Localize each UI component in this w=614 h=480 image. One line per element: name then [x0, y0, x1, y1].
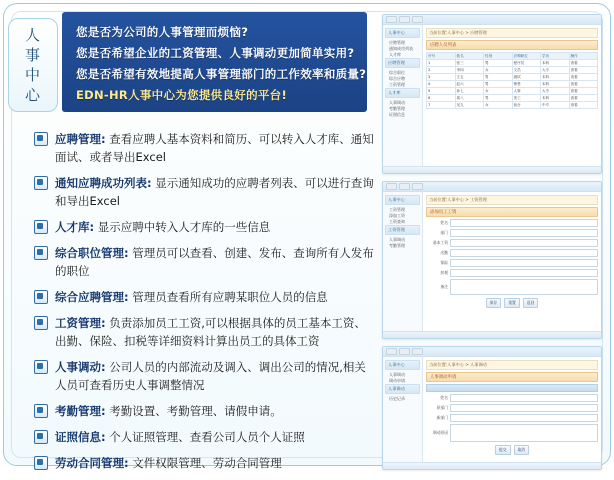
table-cell: 孙七: [455, 88, 484, 95]
form-button-row: [426, 298, 598, 308]
table-cell: 李四: [455, 67, 484, 74]
form-row: [426, 269, 598, 277]
sidebar-item: 工资管理: [389, 82, 405, 87]
text-input[interactable]: [450, 239, 598, 247]
table-header-cell: 操作: [569, 53, 598, 60]
feature-desc: 查看应聘人基本资料和简历、可以转入人才库、通知面试、或者导出Excel: [55, 132, 374, 164]
square-bullet-icon: [34, 290, 48, 304]
screenshot-toolbar: [383, 15, 601, 25]
save-button[interactable]: 保存: [486, 298, 502, 308]
feature-title: 人事调动:: [55, 360, 106, 374]
feature-title: 证照信息:: [55, 430, 106, 444]
field-label: 基本工资: [432, 240, 448, 245]
field-label: 出勤: [440, 250, 448, 255]
breadcrumb: 当前位置:人事中心 > 工资管理: [426, 195, 598, 205]
toolbar-button-icon: [399, 348, 410, 355]
sidebar-group: 人事中心: [385, 195, 420, 205]
sidebar-item: 工资管理: [389, 207, 405, 212]
feature-desc: 个人证照管理、查看公司人员个人证照: [109, 430, 305, 444]
table-cell: 前台: [512, 102, 541, 109]
sidebar-item: 人事调动: [389, 372, 405, 377]
screenshot-body: [383, 357, 601, 470]
feature-title: 综合应聘管理:: [55, 290, 129, 304]
table-cell: 王五: [455, 74, 484, 81]
feature-text: [55, 218, 270, 236]
headline-line-2: 您是否希望企业的工资管理、人事调动更加简单实用?: [76, 46, 355, 60]
table-cell: 本科: [541, 81, 570, 88]
toolbar-button-icon: [412, 348, 423, 355]
sidebar-group: 人事中心: [385, 360, 420, 370]
table-cell: 赵六: [455, 81, 484, 88]
sidebar-item: 人事调动: [389, 237, 405, 242]
form-row: [426, 424, 598, 442]
feature-title: 人才库:: [55, 220, 95, 234]
table-cell: 本科: [541, 60, 570, 67]
list-item: [34, 244, 374, 280]
screenshot-sidebar: [383, 357, 423, 470]
form-row: [426, 414, 598, 422]
square-bullet-icon: [34, 220, 48, 234]
feature-text: [55, 358, 374, 394]
sidebar-item: 应聘管理: [389, 40, 405, 45]
side-title-char-3: 中: [24, 66, 41, 84]
screenshot-toolbar: [383, 347, 601, 357]
table-cell: 测试: [512, 74, 541, 81]
screenshot-content: [423, 357, 601, 470]
list-item: [34, 130, 374, 166]
text-input[interactable]: [450, 259, 598, 267]
screenshot-salary-form: [382, 181, 602, 339]
sidebar-item: 添加工资: [389, 213, 405, 218]
table-header-cell: 性别: [484, 53, 513, 60]
table-cell: 查看: [569, 74, 598, 81]
feature-text: [55, 288, 328, 306]
table-cell: 查看: [569, 95, 598, 102]
panel-title: 添加员工工资: [426, 207, 598, 217]
screenshot-transfer-form: [382, 346, 602, 470]
panel-title: 人事调动申请: [426, 372, 598, 382]
table-cell: 女: [484, 88, 513, 95]
section-strip: [426, 384, 598, 392]
text-input[interactable]: [450, 229, 598, 237]
breadcrumb: 当前位置:人事中心 > 应聘管理: [426, 28, 598, 38]
list-item: [34, 402, 374, 420]
toolbar-button-icon: [412, 183, 423, 190]
side-title-char-1: 人: [24, 26, 41, 44]
sidebar-group: 人事调动: [385, 384, 420, 394]
screenshot-sidebar: [383, 192, 423, 339]
side-title-char-4: 心: [24, 86, 41, 104]
side-title-badge: [8, 18, 58, 112]
text-input[interactable]: [450, 404, 598, 412]
table-cell: 查看: [569, 102, 598, 109]
feature-text: [55, 130, 374, 166]
feature-text: [55, 244, 374, 280]
table-row: [427, 60, 598, 67]
table-cell: 文员: [512, 67, 541, 74]
table-cell: 5: [427, 88, 456, 95]
submit-button[interactable]: 提交: [495, 445, 511, 455]
toolbar-button-icon: [399, 16, 410, 23]
data-table: [426, 52, 598, 109]
screenshot-sidebar: [383, 25, 423, 174]
feature-title: 应聘管理:: [55, 132, 106, 146]
list-item: [34, 174, 374, 210]
table-row: [427, 81, 598, 88]
screenshot-body: [383, 192, 601, 339]
screenshot-content: [423, 192, 601, 339]
table-row: [427, 95, 598, 102]
reset-button[interactable]: 重置: [504, 298, 520, 308]
table-cell: 7: [427, 102, 456, 109]
textarea-input[interactable]: [450, 424, 598, 442]
feature-text: [55, 314, 374, 350]
feature-list: [34, 130, 374, 480]
feature-text: [55, 174, 374, 210]
feature-text: [55, 428, 305, 446]
feature-title: 劳动合同管理:: [55, 456, 129, 470]
list-item: [34, 454, 374, 472]
sidebar-group: 工资管理: [385, 225, 420, 235]
text-input[interactable]: [450, 219, 598, 227]
table-cell: 大专: [541, 88, 570, 95]
toolbar-button-icon: [386, 16, 397, 23]
table-row: [427, 88, 598, 95]
toolbar-button-icon: [412, 16, 423, 23]
square-bullet-icon: [34, 316, 48, 330]
table-cell: 女: [484, 67, 513, 74]
field-label: 部门: [440, 230, 448, 235]
square-bullet-icon: [34, 430, 48, 444]
feature-text: [55, 402, 282, 420]
square-bullet-icon: [34, 246, 48, 260]
table-cell: 3: [427, 74, 456, 81]
field-label: 姓名: [440, 395, 448, 400]
table-cell: 女: [484, 102, 513, 109]
table-cell: 程序员: [512, 60, 541, 67]
form-row: [426, 249, 598, 257]
table-header-cell: 应聘职位: [512, 53, 541, 60]
cancel-button[interactable]: 取消: [514, 445, 530, 455]
form-row: [426, 404, 598, 412]
table-header-cell: 姓名: [455, 53, 484, 60]
feature-desc: 显示应聘中转入人才库的一些信息: [97, 220, 271, 234]
table-cell: 张三: [455, 60, 484, 67]
sidebar-item: 考勤管理: [389, 243, 405, 248]
field-label: 备注: [440, 284, 448, 289]
list-item: [34, 428, 374, 446]
table-cell: 周八: [455, 95, 484, 102]
table-cell: 美工: [512, 95, 541, 102]
table-cell: 男: [484, 60, 513, 67]
sidebar-group: 应聘管理: [385, 58, 420, 68]
table-cell: 4: [427, 81, 456, 88]
form-row: [426, 239, 598, 247]
screenshot-statusbar: [383, 462, 601, 469]
square-bullet-icon: [34, 176, 48, 190]
list-item: [34, 314, 374, 350]
feature-desc: 公司人员的内部流动及调入、调出公司的情况,相关人员可查看历史人事调整情况: [55, 360, 366, 392]
sidebar-item: 考勤管理: [389, 106, 405, 111]
table-cell: 人事: [512, 88, 541, 95]
table-cell: 大专: [541, 67, 570, 74]
feature-desc: 管理员查看所有应聘某职位人员的信息: [132, 290, 328, 304]
feature-desc: 管理员可以查看、创建、发布、查询所有人发布的职位: [55, 246, 374, 278]
list-item: [34, 358, 374, 394]
sidebar-group: 人事中心: [385, 28, 420, 38]
sidebar-item: 调动申请: [389, 378, 405, 383]
sidebar-item: 工资查询: [389, 219, 405, 224]
table-cell: 男: [484, 74, 513, 81]
screenshot-recruit-list: [382, 14, 602, 174]
text-input[interactable]: [450, 269, 598, 277]
list-item: [34, 288, 374, 306]
sidebar-group: 人才库: [385, 88, 420, 98]
table-cell: 6: [427, 95, 456, 102]
feature-title: 考勤管理:: [55, 404, 106, 418]
table-row: [427, 102, 598, 109]
side-title-char-2: 事: [24, 46, 41, 64]
field-label: 保险: [440, 260, 448, 265]
sidebar-item: 人才库: [389, 52, 401, 57]
table-cell: 中专: [541, 102, 570, 109]
table-cell: 男: [484, 95, 513, 102]
screenshot-statusbar: [383, 166, 601, 173]
table-cell: 本科: [541, 95, 570, 102]
headline-line-1: 您是否为公司的人事管理而烦恼?: [76, 25, 249, 39]
table-header-cell: 学历: [541, 53, 570, 60]
table-header-cell: 序号: [427, 53, 456, 60]
text-input[interactable]: [450, 394, 598, 402]
form-row: [426, 229, 598, 237]
table-row: [427, 67, 598, 74]
square-bullet-icon: [34, 132, 48, 146]
field-label: 扣税: [440, 270, 448, 275]
table-cell: 1: [427, 60, 456, 67]
screenshot-toolbar: [383, 182, 601, 192]
feature-desc: 负责添加员工工资,可以根据具体的员工基本工资、出勤、保险、扣税等详细资料计算出员工的具体工资: [55, 316, 366, 348]
textarea-input[interactable]: [450, 279, 598, 295]
field-label: 姓名: [440, 220, 448, 225]
table-row: [427, 74, 598, 81]
table-cell: 查看: [569, 60, 598, 67]
square-bullet-icon: [34, 360, 48, 374]
list-item: [34, 218, 374, 236]
table-cell: 销售: [512, 81, 541, 88]
feature-text: [55, 454, 282, 472]
field-label: 原部门: [436, 405, 448, 410]
table-cell: 男: [484, 81, 513, 88]
feature-title: 通知应聘成功列表:: [55, 176, 152, 190]
text-input[interactable]: [450, 414, 598, 422]
headline-line-4: EDN-HR人事中心为您提供良好的平台!: [76, 88, 288, 102]
sidebar-item: 通知成功列表: [389, 46, 413, 51]
headline-line-3: 您是否希望有效地提高人事管理部门的工作效率和质量?: [76, 67, 367, 81]
table-cell: 查看: [569, 67, 598, 74]
table-cell: 2: [427, 67, 456, 74]
table-cell: 吴九: [455, 102, 484, 109]
sidebar-item: 历史记录: [389, 396, 405, 401]
feature-desc: 显示通知成功的应聘者列表、可以进行查询和导出Excel: [55, 176, 374, 208]
form-row: [426, 259, 598, 267]
back-button[interactable]: 返回: [523, 298, 539, 308]
table-header-row: [427, 53, 598, 60]
breadcrumb: 当前位置:人事中心 > 人事调动: [426, 360, 598, 370]
sidebar-item: 综合职位: [389, 70, 405, 75]
feature-title: 综合职位管理:: [55, 246, 129, 260]
sidebar-item: 人事调动: [389, 100, 405, 105]
table-cell: 查看: [569, 88, 598, 95]
form-row: [426, 219, 598, 227]
screenshot-body: [383, 25, 601, 174]
field-label: 新部门: [436, 415, 448, 420]
panel-title: 应聘人员列表: [426, 40, 598, 50]
toolbar-button-icon: [399, 183, 410, 190]
screenshot-content: [423, 25, 601, 174]
sidebar-item: 证照信息: [389, 112, 405, 117]
screenshot-statusbar: [383, 331, 601, 338]
form-button-row: [426, 445, 598, 455]
form-row: [426, 394, 598, 402]
headline-panel: [62, 12, 367, 112]
toolbar-button-icon: [386, 348, 397, 355]
form-row: [426, 279, 598, 295]
feature-title: 工资管理:: [55, 316, 106, 330]
toolbar-button-icon: [386, 183, 397, 190]
feature-desc: 文件权限管理、劳动合同管理: [132, 456, 282, 470]
feature-desc: 考勤设置、考勤管理、请假申请。: [109, 404, 282, 418]
square-bullet-icon: [34, 404, 48, 418]
table-cell: 查看: [569, 81, 598, 88]
square-bullet-icon: [34, 456, 48, 470]
table-cell: 本科: [541, 74, 570, 81]
screenshot-column: [382, 14, 602, 477]
field-label: 调动原因: [432, 430, 448, 435]
sidebar-item: 综合应聘: [389, 76, 405, 81]
text-input[interactable]: [450, 249, 598, 257]
